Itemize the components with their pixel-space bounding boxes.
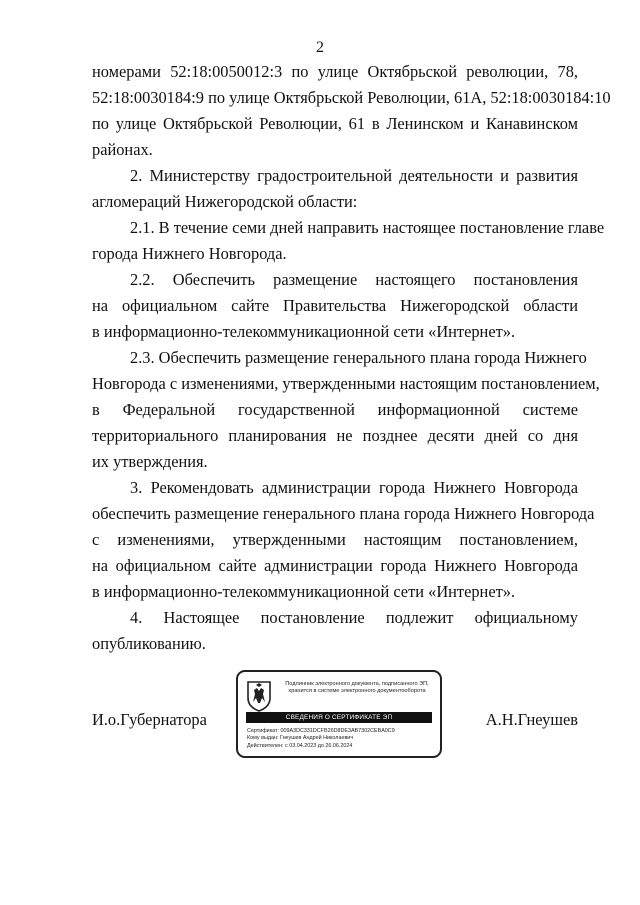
coat-of-arms-icon xyxy=(246,680,272,712)
stamp-notice xyxy=(278,681,436,695)
page-number: 2 xyxy=(316,39,324,56)
text-line: 2. Министерству градостроительной деятельности и развития xyxy=(130,166,578,185)
text-line: районах. xyxy=(92,140,153,159)
text-line: 52:18:0030184:9 по улице Октябрьской Революции, 61А, 52:18:0030184:10 xyxy=(92,88,611,107)
text-line: их утверждения. xyxy=(92,452,208,471)
text-line: 2.3. Обеспечить размещение генерального плана города Нижнего xyxy=(130,348,587,367)
text-line: 3. Рекомендовать администрации города Нижнего Новгорода xyxy=(130,478,578,497)
certificate-details xyxy=(247,728,395,750)
text-line: 4. Настоящее постановление подлежит официальному xyxy=(130,608,578,627)
stamp-header: СВЕДЕНИЯ О СЕРТИФИКАТЕ ЭП xyxy=(246,712,432,723)
text-line: опубликованию. xyxy=(92,634,206,653)
stamp-notice-line: хранится в системе электронного документооборота xyxy=(288,688,426,694)
signatory-position: И.о.Губернатора xyxy=(92,710,207,729)
text-line: в Федеральной государственной информационной системе xyxy=(92,400,578,419)
text-line: агломераций Нижегородской области: xyxy=(92,192,358,211)
text-line: на официальном сайте администрации города Нижнего Новгорода xyxy=(92,556,578,575)
issued-to-value: Гнеушев Андрей Николаевич xyxy=(279,735,354,742)
text-line: по улице Октябрьской Революции, 61 в Ленинском и Канавинском xyxy=(92,114,578,133)
certificate-value: 009A3DC331DCFB26D8DE3AB7302CEBA0C9 xyxy=(280,728,395,734)
text-line: обеспечить размещение генерального плана города Нижнего Новгорода xyxy=(92,504,595,523)
text-line: Новгорода с изменениями, утвержденными настоящим постановлением, xyxy=(92,374,600,393)
certificate-label: Сертификат: xyxy=(247,728,280,734)
text-line: города Нижнего Новгорода. xyxy=(92,244,287,263)
text-line: в информационно-телекоммуникационной сети «Интернет». xyxy=(92,582,516,601)
issued-to-label: Кому выдан: xyxy=(247,735,279,742)
text-line: 2.1. В течение семи дней направить настоящее постановление главе xyxy=(130,218,605,237)
valid-value: с 03.04.2023 до 26.06.2024 xyxy=(285,742,353,749)
electronic-signature-stamp xyxy=(236,670,442,758)
stamp-notice-line: Подлинник электронного документа, подписанного ЭП, xyxy=(285,681,429,687)
signatory-name: А.Н.Гнеушев xyxy=(485,710,578,729)
text-line: на официальном сайте Правительства Нижегородской области xyxy=(92,296,578,315)
text-line: с изменениями, утвержденными настоящим постановлением, xyxy=(92,530,578,549)
text-line: 2.2. Обеспечить размещение настоящего постановления xyxy=(130,270,578,289)
text-line: территориального планирования не позднее десяти дней со дня xyxy=(92,426,578,445)
text-line: в информационно-телекоммуникационной сети «Интернет». xyxy=(92,322,516,341)
text-line: номерами 52:18:0050012:3 по улице Октябрьской революции, 78, xyxy=(92,62,578,81)
valid-label: Действителен: xyxy=(247,742,284,749)
